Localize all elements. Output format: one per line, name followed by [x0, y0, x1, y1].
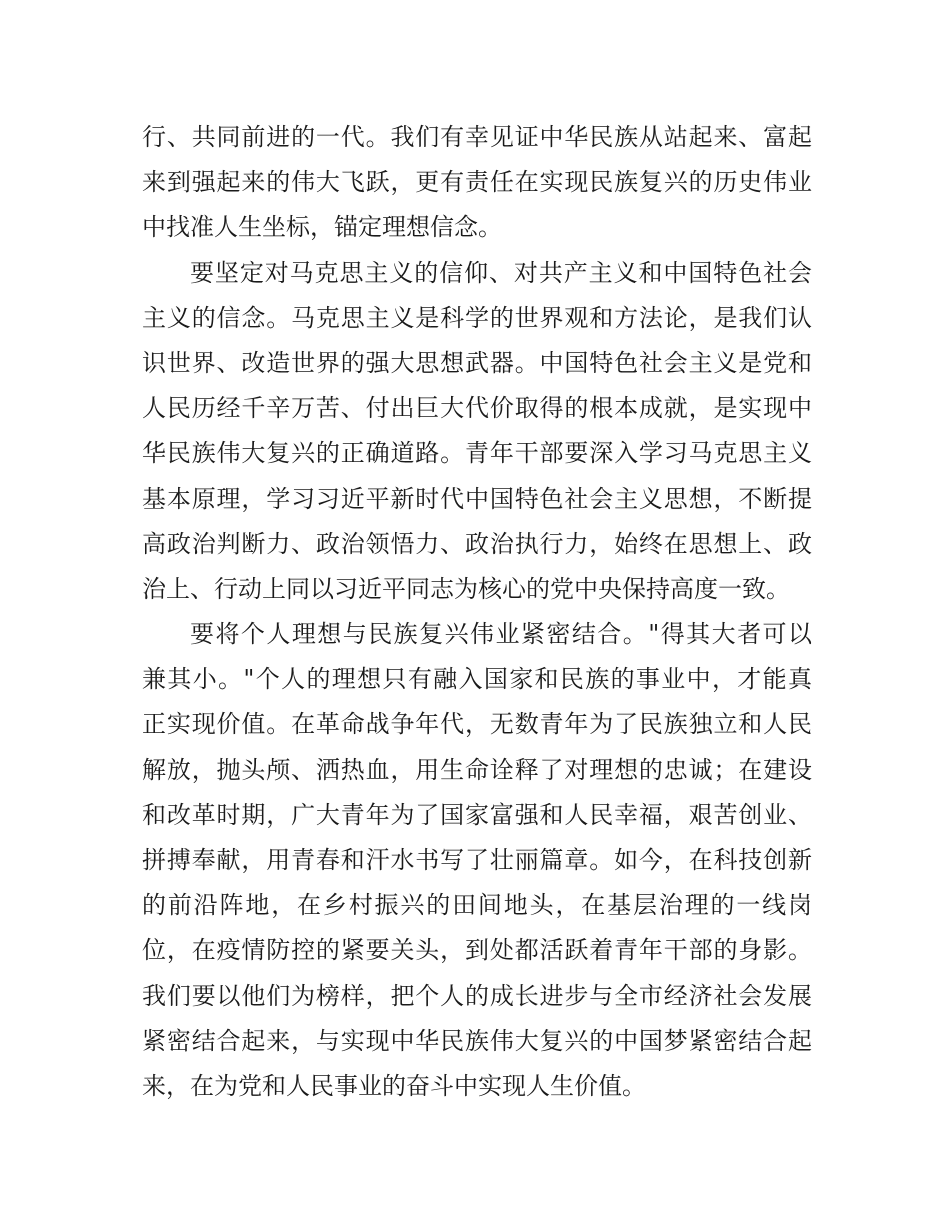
- text-line: 解放，抛头颅、洒热血，用生命诠释了对理想的忠诚；在建设: [142, 755, 812, 784]
- text-line: 要坚定对马克思主义的信仰、对共产主义和中国特色社会: [190, 258, 812, 287]
- text-line: 高政治判断力、政治领悟力、政治执行力，始终在思想上、政: [142, 529, 812, 558]
- text-line: 主义的信念。马克思主义是科学的世界观和方法论，是我们认: [142, 303, 812, 332]
- text-line: 来到强起来的伟大飞跃，更有责任在实现民族复兴的历史伟业: [142, 168, 812, 197]
- text-line: 人民历经千辛万苦、付出巨大代价取得的根本成就，是实现中: [142, 394, 812, 423]
- text-line: 兼其小。"个人的理想只有融入国家和民族的事业中，才能真: [142, 665, 812, 694]
- text-line: 的前沿阵地，在乡村振兴的田间地头，在基层治理的一线岗: [142, 891, 812, 920]
- text-line: 来，在为党和人民事业的奋斗中实现人生价值。: [142, 1071, 646, 1100]
- text-line: 位，在疫情防控的紧要关头，到处都活跃着青年干部的身影。: [142, 936, 812, 965]
- text-line: 和改革时期，广大青年为了国家富强和人民幸福，艰苦创业、: [142, 800, 812, 829]
- text-line: 识世界、改造世界的强大思想武器。中国特色社会主义是党和: [142, 348, 812, 377]
- text-line: 我们要以他们为榜样，把个人的成长进步与全市经济社会发展: [142, 981, 812, 1010]
- text-line: 行、共同前进的一代。我们有幸见证中华民族从站起来、富起: [142, 123, 812, 151]
- text-line: 紧密结合起来，与实现中华民族伟大复兴的中国梦紧密结合起: [142, 1026, 812, 1055]
- text-line: 治上、行动上同以习近平同志为核心的党中央保持高度一致。: [142, 574, 790, 603]
- paragraph-1: [142, 115, 812, 251]
- paragraph-3: [142, 612, 812, 1109]
- text-line: 华民族伟大复兴的正确道路。青年干部要深入学习马克思主义: [142, 439, 812, 468]
- text-line: 正实现价值。在革命战争年代，无数青年为了民族独立和人民: [142, 710, 812, 739]
- document-body: [142, 115, 812, 1109]
- paragraph-2: [142, 251, 812, 613]
- text-line: 拼搏奉献，用青春和汗水书写了壮丽篇章。如今，在科技创新: [142, 846, 812, 874]
- text-line: 基本原理，学习习近平新时代中国特色社会主义思想，不断提: [142, 484, 812, 513]
- text-line: 要将个人理想与民族复兴伟业紧密结合。"得其大者可以: [190, 620, 812, 649]
- text-line: 中找准人生坐标，锚定理想信念。: [142, 213, 502, 242]
